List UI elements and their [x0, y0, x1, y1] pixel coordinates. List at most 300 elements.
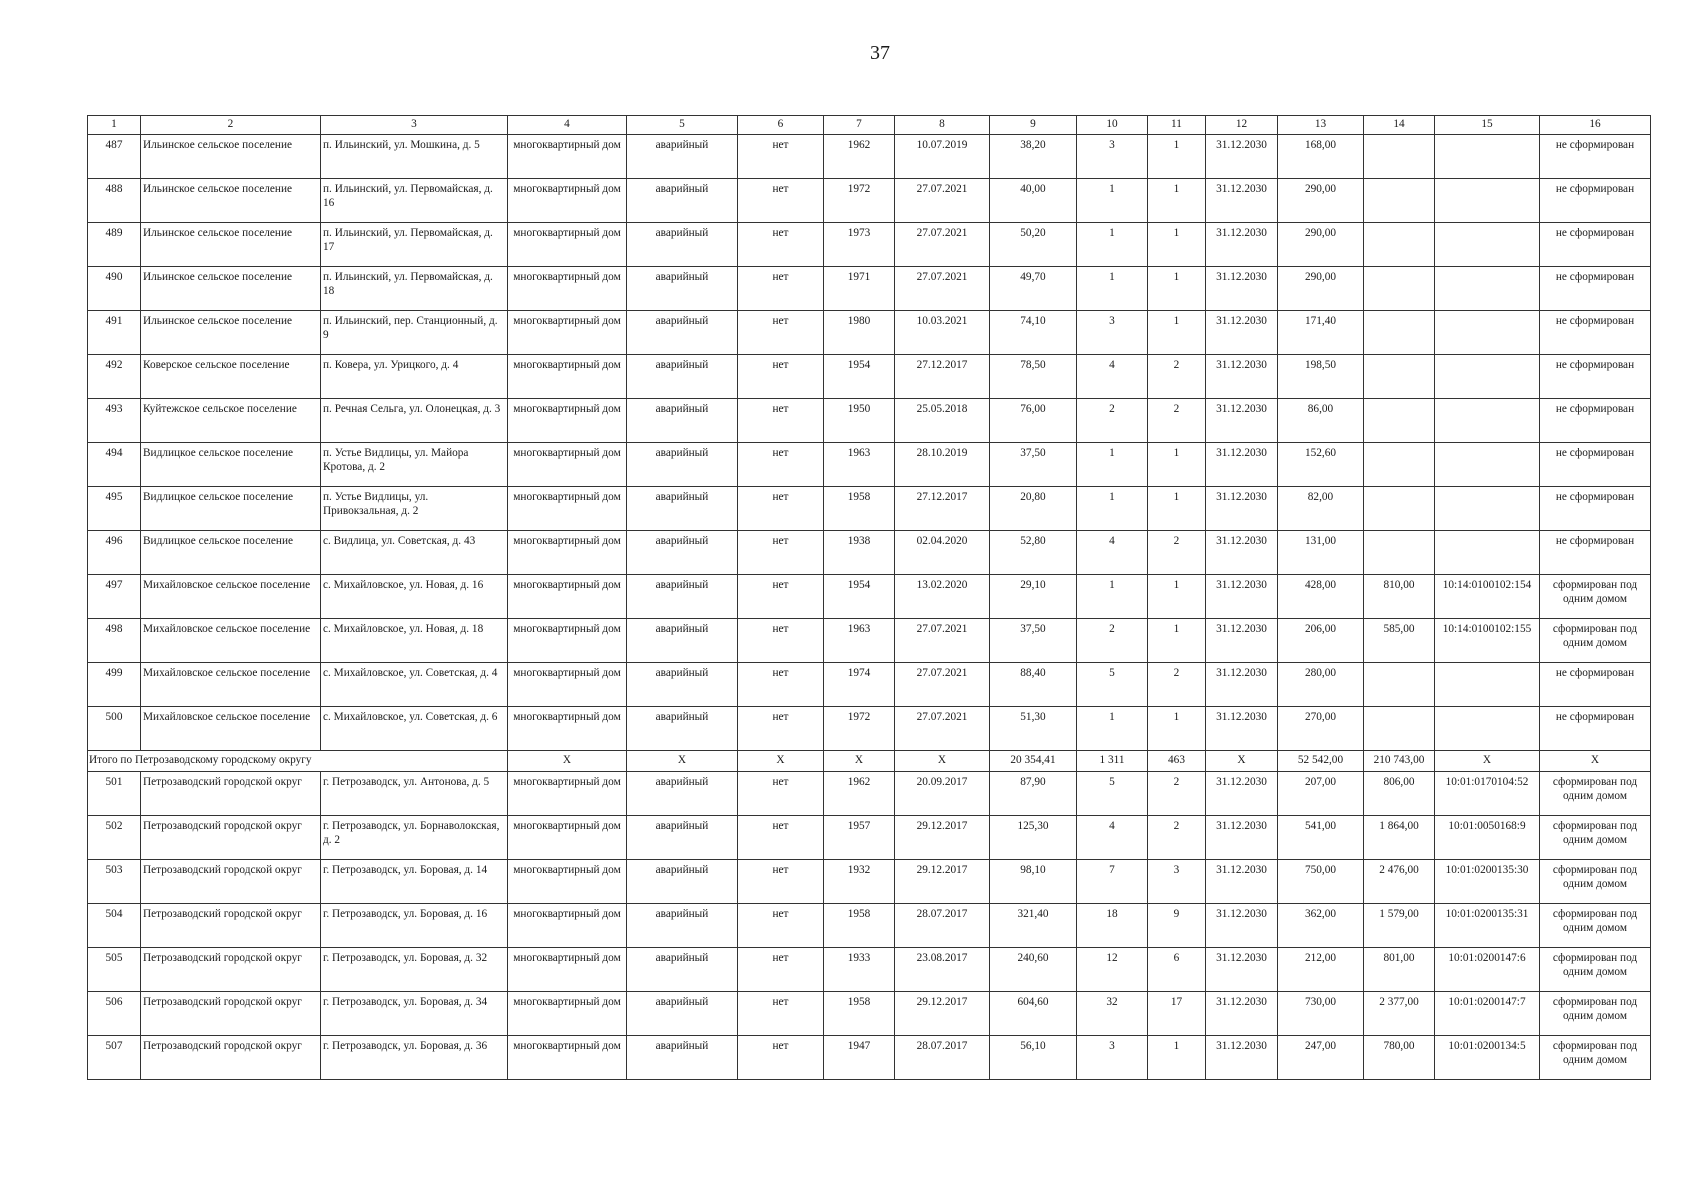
building-type-cell: многоквартирный дом: [508, 860, 627, 904]
units-cell: 1: [1148, 135, 1206, 179]
column-number-cell: 4: [508, 116, 627, 135]
settlement-cell: Ильинское сельское поселение: [141, 135, 321, 179]
cost-cell: 247,00: [1278, 1036, 1364, 1080]
cost-cell: 290,00: [1278, 179, 1364, 223]
cadastral-number-cell: 10:01:0200147:6: [1435, 948, 1540, 992]
settlement-cell: Коверское сельское поселение: [141, 355, 321, 399]
area-cell: 40,00: [990, 179, 1077, 223]
cadastral-number-cell: [1435, 179, 1540, 223]
land-area-cell: [1364, 399, 1435, 443]
row-number-cell: 488: [88, 179, 141, 223]
units-cell: 1: [1148, 707, 1206, 751]
table-row: [88, 948, 1651, 992]
condition-cell: аварийный: [627, 816, 738, 860]
units-cell: 1: [1148, 311, 1206, 355]
settlement-cell: Ильинское сельское поселение: [141, 179, 321, 223]
cadastral-number-cell: 10:14:0100102:155: [1435, 619, 1540, 663]
flag-cell: нет: [738, 860, 824, 904]
address-cell: г. Петрозаводск, ул. Боровая, д. 14: [321, 860, 508, 904]
area-cell: 51,30: [990, 707, 1077, 751]
units-cell: 2: [1148, 816, 1206, 860]
land-plot-status-cell: сформирован под одним домом: [1540, 772, 1651, 816]
flag-cell: нет: [738, 816, 824, 860]
address-cell: п. Устье Видлицы, ул. Майора Кротова, д. 2: [321, 443, 508, 487]
building-type-cell: многоквартирный дом: [508, 355, 627, 399]
flag-cell: нет: [738, 135, 824, 179]
recognition-date-cell: 10.07.2019: [895, 135, 990, 179]
building-type-cell: многоквартирный дом: [508, 904, 627, 948]
condition-cell: аварийный: [627, 355, 738, 399]
land-plot-status-cell: сформирован под одним домом: [1540, 816, 1651, 860]
year-built-cell: 1958: [824, 992, 895, 1036]
cost-cell: 131,00: [1278, 531, 1364, 575]
year-built-cell: 1958: [824, 904, 895, 948]
cost-cell: 171,40: [1278, 311, 1364, 355]
address-cell: п. Ильинский, пер. Станционный, д. 9: [321, 311, 508, 355]
cost-cell: 168,00: [1278, 135, 1364, 179]
recognition-date-cell: 27.12.2017: [895, 487, 990, 531]
year-built-cell: 1958: [824, 487, 895, 531]
address-cell: п. Ковера, ул. Урицкого, д. 4: [321, 355, 508, 399]
column-number-cell: 10: [1077, 116, 1148, 135]
year-built-cell: 1962: [824, 772, 895, 816]
deadline-cell: 31.12.2030: [1206, 223, 1278, 267]
address-cell: г. Петрозаводск, ул. Боровая, д. 32: [321, 948, 508, 992]
land-plot-status-cell: не сформирован: [1540, 399, 1651, 443]
recognition-date-cell: 27.07.2021: [895, 619, 990, 663]
residents-cell: 1: [1077, 223, 1148, 267]
year-built-cell: 1938: [824, 531, 895, 575]
deadline-cell: 31.12.2030: [1206, 443, 1278, 487]
table-row: [88, 707, 1651, 751]
total-label: Итого по Петрозаводскому городскому округу: [88, 751, 508, 772]
year-built-cell: 1954: [824, 575, 895, 619]
cadastral-number-cell: [1435, 663, 1540, 707]
cost-cell: 280,00: [1278, 663, 1364, 707]
table-row: [88, 1036, 1651, 1080]
building-type-cell: многоквартирный дом: [508, 443, 627, 487]
land-plot-status-cell: не сформирован: [1540, 179, 1651, 223]
units-cell: 2: [1148, 355, 1206, 399]
recognition-date-cell: 23.08.2017: [895, 948, 990, 992]
building-type-cell: многоквартирный дом: [508, 707, 627, 751]
units-cell: 9: [1148, 904, 1206, 948]
units-cell: 2: [1148, 399, 1206, 443]
building-type-cell: многоквартирный дом: [508, 135, 627, 179]
condition-cell: аварийный: [627, 707, 738, 751]
year-built-cell: 1972: [824, 707, 895, 751]
land-area-cell: 2 476,00: [1364, 860, 1435, 904]
building-type-cell: многоквартирный дом: [508, 619, 627, 663]
condition-cell: аварийный: [627, 904, 738, 948]
address-cell: с. Михайловское, ул. Новая, д. 16: [321, 575, 508, 619]
recognition-date-cell: 27.07.2021: [895, 707, 990, 751]
land-area-cell: [1364, 267, 1435, 311]
land-plot-status-cell: не сформирован: [1540, 135, 1651, 179]
condition-cell: аварийный: [627, 135, 738, 179]
residents-cell: 18: [1077, 904, 1148, 948]
row-number-cell: 489: [88, 223, 141, 267]
cadastral-number-cell: [1435, 707, 1540, 751]
recognition-date-cell: 29.12.2017: [895, 816, 990, 860]
area-cell: 38,20: [990, 135, 1077, 179]
flag-cell: нет: [738, 223, 824, 267]
flag-cell: нет: [738, 619, 824, 663]
address-cell: с. Михайловское, ул. Советская, д. 6: [321, 707, 508, 751]
table-row: [88, 575, 1651, 619]
land-area-cell: 780,00: [1364, 1036, 1435, 1080]
land-plot-status-cell: не сформирован: [1540, 487, 1651, 531]
deadline-cell: 31.12.2030: [1206, 179, 1278, 223]
residents-cell: 32: [1077, 992, 1148, 1036]
recognition-date-cell: 29.12.2017: [895, 860, 990, 904]
residents-cell: 3: [1077, 1036, 1148, 1080]
address-cell: п. Ильинский, ул. Мошкина, д. 5: [321, 135, 508, 179]
cadastral-number-cell: [1435, 443, 1540, 487]
row-number-cell: 505: [88, 948, 141, 992]
row-number-cell: 506: [88, 992, 141, 1036]
flag-cell: нет: [738, 707, 824, 751]
cadastral-number-cell: 10:01:0200135:30: [1435, 860, 1540, 904]
land-area-cell: 585,00: [1364, 619, 1435, 663]
cadastral-number-cell: 10:01:0200147:7: [1435, 992, 1540, 1036]
residents-cell: 5: [1077, 772, 1148, 816]
settlement-cell: Ильинское сельское поселение: [141, 267, 321, 311]
column-number-cell: 11: [1148, 116, 1206, 135]
land-plot-status-cell: не сформирован: [1540, 443, 1651, 487]
table-row: [88, 355, 1651, 399]
address-cell: г. Петрозаводск, ул. Боровая, д. 16: [321, 904, 508, 948]
building-type-cell: многоквартирный дом: [508, 948, 627, 992]
address-cell: п. Ильинский, ул. Первомайская, д. 16: [321, 179, 508, 223]
area-cell: 29,10: [990, 575, 1077, 619]
area-cell: 52,80: [990, 531, 1077, 575]
flag-cell: нет: [738, 311, 824, 355]
deadline-cell: 31.12.2030: [1206, 575, 1278, 619]
flag-cell: нет: [738, 904, 824, 948]
area-cell: 37,50: [990, 443, 1077, 487]
row-number-cell: 507: [88, 1036, 141, 1080]
units-cell: 1: [1148, 443, 1206, 487]
column-number-row: [88, 116, 1651, 135]
address-cell: г. Петрозаводск, ул. Антонова, д. 5: [321, 772, 508, 816]
column-number-cell: 5: [627, 116, 738, 135]
land-plot-status-cell: не сформирован: [1540, 531, 1651, 575]
settlement-cell: Куйтежское сельское поселение: [141, 399, 321, 443]
flag-cell: нет: [738, 575, 824, 619]
cost-cell: 152,60: [1278, 443, 1364, 487]
settlement-cell: Петрозаводский городской округ: [141, 904, 321, 948]
recognition-date-cell: 13.02.2020: [895, 575, 990, 619]
row-number-cell: 497: [88, 575, 141, 619]
condition-cell: аварийный: [627, 992, 738, 1036]
address-cell: с. Михайловское, ул. Советская, д. 4: [321, 663, 508, 707]
condition-cell: аварийный: [627, 487, 738, 531]
total-cost-cell: 52 542,00: [1278, 751, 1364, 772]
residents-cell: 1: [1077, 575, 1148, 619]
land-plot-status-cell: не сформирован: [1540, 663, 1651, 707]
column-number-cell: 14: [1364, 116, 1435, 135]
year-built-cell: 1954: [824, 355, 895, 399]
condition-cell: аварийный: [627, 443, 738, 487]
recognition-date-cell: 20.09.2017: [895, 772, 990, 816]
cost-cell: 207,00: [1278, 772, 1364, 816]
row-number-cell: 493: [88, 399, 141, 443]
settlement-cell: Петрозаводский городской округ: [141, 1036, 321, 1080]
settlement-cell: Петрозаводский городской округ: [141, 992, 321, 1036]
deadline-cell: 31.12.2030: [1206, 619, 1278, 663]
flag-cell: нет: [738, 399, 824, 443]
area-cell: 240,60: [990, 948, 1077, 992]
table-row: [88, 619, 1651, 663]
land-area-cell: 2 377,00: [1364, 992, 1435, 1036]
recognition-date-cell: 27.07.2021: [895, 223, 990, 267]
units-cell: 3: [1148, 860, 1206, 904]
building-type-cell: многоквартирный дом: [508, 179, 627, 223]
total-date-cell: X: [895, 751, 990, 772]
flag-cell: нет: [738, 663, 824, 707]
deadline-cell: 31.12.2030: [1206, 311, 1278, 355]
settlement-cell: Видлицкое сельское поселение: [141, 443, 321, 487]
address-cell: п. Речная Сельга, ул. Олонецкая, д. 3: [321, 399, 508, 443]
total-year-cell: X: [824, 751, 895, 772]
units-cell: 2: [1148, 772, 1206, 816]
table-row: [88, 816, 1651, 860]
flag-cell: нет: [738, 355, 824, 399]
total-deadline-cell: X: [1206, 751, 1278, 772]
table-row: [88, 904, 1651, 948]
year-built-cell: 1950: [824, 399, 895, 443]
flag-cell: нет: [738, 487, 824, 531]
total-cadastral-cell: X: [1435, 751, 1540, 772]
cadastral-number-cell: [1435, 531, 1540, 575]
recognition-date-cell: 02.04.2020: [895, 531, 990, 575]
settlement-cell: Петрозаводский городской округ: [141, 816, 321, 860]
cost-cell: 198,50: [1278, 355, 1364, 399]
cost-cell: 82,00: [1278, 487, 1364, 531]
table-row: [88, 399, 1651, 443]
row-number-cell: 494: [88, 443, 141, 487]
deadline-cell: 31.12.2030: [1206, 904, 1278, 948]
land-area-cell: [1364, 179, 1435, 223]
row-number-cell: 492: [88, 355, 141, 399]
land-area-cell: 810,00: [1364, 575, 1435, 619]
area-cell: 88,40: [990, 663, 1077, 707]
cost-cell: 541,00: [1278, 816, 1364, 860]
recognition-date-cell: 27.12.2017: [895, 355, 990, 399]
land-area-cell: [1364, 135, 1435, 179]
residents-cell: 3: [1077, 311, 1148, 355]
recognition-date-cell: 28.10.2019: [895, 443, 990, 487]
area-cell: 78,50: [990, 355, 1077, 399]
condition-cell: аварийный: [627, 531, 738, 575]
total-land-area-cell: 210 743,00: [1364, 751, 1435, 772]
condition-cell: аварийный: [627, 399, 738, 443]
land-plot-status-cell: не сформирован: [1540, 707, 1651, 751]
area-cell: 604,60: [990, 992, 1077, 1036]
cadastral-number-cell: 10:01:0170104:52: [1435, 772, 1540, 816]
units-cell: 1: [1148, 619, 1206, 663]
row-number-cell: 487: [88, 135, 141, 179]
column-number-cell: 13: [1278, 116, 1364, 135]
building-type-cell: многоквартирный дом: [508, 816, 627, 860]
land-area-cell: [1364, 531, 1435, 575]
cost-cell: 86,00: [1278, 399, 1364, 443]
building-type-cell: многоквартирный дом: [508, 992, 627, 1036]
row-number-cell: 495: [88, 487, 141, 531]
condition-cell: аварийный: [627, 663, 738, 707]
table-row: [88, 179, 1651, 223]
table-row: [88, 443, 1651, 487]
cadastral-number-cell: [1435, 135, 1540, 179]
land-plot-status-cell: сформирован под одним домом: [1540, 575, 1651, 619]
land-area-cell: 1 579,00: [1364, 904, 1435, 948]
address-cell: г. Петрозаводск, ул. Борнаволокская, д. 2: [321, 816, 508, 860]
land-area-cell: 806,00: [1364, 772, 1435, 816]
cost-cell: 730,00: [1278, 992, 1364, 1036]
building-type-cell: многоквартирный дом: [508, 267, 627, 311]
building-type-cell: многоквартирный дом: [508, 575, 627, 619]
table-row: [88, 663, 1651, 707]
column-number-cell: 6: [738, 116, 824, 135]
settlement-cell: Петрозаводский городской округ: [141, 948, 321, 992]
year-built-cell: 1963: [824, 619, 895, 663]
residents-cell: 1: [1077, 267, 1148, 311]
settlement-cell: Петрозаводский городской округ: [141, 860, 321, 904]
area-cell: 50,20: [990, 223, 1077, 267]
residents-cell: 7: [1077, 860, 1148, 904]
column-number-cell: 3: [321, 116, 508, 135]
condition-cell: аварийный: [627, 948, 738, 992]
cadastral-number-cell: [1435, 399, 1540, 443]
total-row: [88, 751, 1651, 772]
residents-cell: 1: [1077, 487, 1148, 531]
residents-cell: 2: [1077, 399, 1148, 443]
year-built-cell: 1971: [824, 267, 895, 311]
settlement-cell: Видлицкое сельское поселение: [141, 487, 321, 531]
year-built-cell: 1980: [824, 311, 895, 355]
residents-cell: 1: [1077, 179, 1148, 223]
cost-cell: 290,00: [1278, 267, 1364, 311]
cost-cell: 206,00: [1278, 619, 1364, 663]
flag-cell: нет: [738, 1036, 824, 1080]
condition-cell: аварийный: [627, 619, 738, 663]
column-number-cell: 12: [1206, 116, 1278, 135]
residents-cell: 4: [1077, 355, 1148, 399]
building-type-cell: многоквартирный дом: [508, 663, 627, 707]
deadline-cell: 31.12.2030: [1206, 860, 1278, 904]
building-type-cell: многоквартирный дом: [508, 487, 627, 531]
recognition-date-cell: 27.07.2021: [895, 179, 990, 223]
land-area-cell: [1364, 311, 1435, 355]
cadastral-number-cell: 10:01:0200135:31: [1435, 904, 1540, 948]
settlement-cell: Михайловское сельское поселение: [141, 707, 321, 751]
row-number-cell: 502: [88, 816, 141, 860]
cost-cell: 750,00: [1278, 860, 1364, 904]
area-cell: 56,10: [990, 1036, 1077, 1080]
total-residents-cell: 1 311: [1077, 751, 1148, 772]
cadastral-number-cell: [1435, 223, 1540, 267]
column-number-cell: 16: [1540, 116, 1651, 135]
condition-cell: аварийный: [627, 267, 738, 311]
row-number-cell: 490: [88, 267, 141, 311]
building-type-cell: многоквартирный дом: [508, 399, 627, 443]
total-status-cell: X: [627, 751, 738, 772]
deadline-cell: 31.12.2030: [1206, 355, 1278, 399]
deadline-cell: 31.12.2030: [1206, 135, 1278, 179]
page-number: 37: [870, 42, 890, 64]
deadline-cell: 31.12.2030: [1206, 948, 1278, 992]
row-number-cell: 501: [88, 772, 141, 816]
land-area-cell: 801,00: [1364, 948, 1435, 992]
cadastral-number-cell: 10:14:0100102:154: [1435, 575, 1540, 619]
land-plot-status-cell: сформирован под одним домом: [1540, 860, 1651, 904]
deadline-cell: 31.12.2030: [1206, 399, 1278, 443]
units-cell: 1: [1148, 223, 1206, 267]
total-plot-cell: X: [1540, 751, 1651, 772]
year-built-cell: 1963: [824, 443, 895, 487]
settlement-cell: Михайловское сельское поселение: [141, 619, 321, 663]
building-type-cell: многоквартирный дом: [508, 772, 627, 816]
deadline-cell: 31.12.2030: [1206, 992, 1278, 1036]
settlement-cell: Михайловское сельское поселение: [141, 575, 321, 619]
year-built-cell: 1974: [824, 663, 895, 707]
residents-cell: 1: [1077, 707, 1148, 751]
deadline-cell: 31.12.2030: [1206, 1036, 1278, 1080]
year-built-cell: 1947: [824, 1036, 895, 1080]
table-row: [88, 531, 1651, 575]
table-row: [88, 860, 1651, 904]
units-cell: 2: [1148, 531, 1206, 575]
flag-cell: нет: [738, 948, 824, 992]
units-cell: 6: [1148, 948, 1206, 992]
column-number-cell: 15: [1435, 116, 1540, 135]
cost-cell: 290,00: [1278, 223, 1364, 267]
condition-cell: аварийный: [627, 223, 738, 267]
condition-cell: аварийный: [627, 311, 738, 355]
total-flag-cell: X: [738, 751, 824, 772]
recognition-date-cell: 10.03.2021: [895, 311, 990, 355]
recognition-date-cell: 28.07.2017: [895, 904, 990, 948]
residents-cell: 5: [1077, 663, 1148, 707]
building-type-cell: многоквартирный дом: [508, 223, 627, 267]
flag-cell: нет: [738, 531, 824, 575]
land-plot-status-cell: сформирован под одним домом: [1540, 1036, 1651, 1080]
residents-cell: 12: [1077, 948, 1148, 992]
column-number-cell: 7: [824, 116, 895, 135]
settlement-cell: Ильинское сельское поселение: [141, 223, 321, 267]
address-cell: п. Ильинский, ул. Первомайская, д. 17: [321, 223, 508, 267]
units-cell: 1: [1148, 487, 1206, 531]
residents-cell: 2: [1077, 619, 1148, 663]
row-number-cell: 504: [88, 904, 141, 948]
land-plot-status-cell: не сформирован: [1540, 223, 1651, 267]
settlement-cell: Видлицкое сельское поселение: [141, 531, 321, 575]
table-row: [88, 992, 1651, 1036]
column-number-cell: 2: [141, 116, 321, 135]
table-row: [88, 311, 1651, 355]
cadastral-number-cell: [1435, 487, 1540, 531]
total-type-cell: X: [508, 751, 627, 772]
cadastral-number-cell: [1435, 267, 1540, 311]
table-row: [88, 223, 1651, 267]
row-number-cell: 498: [88, 619, 141, 663]
address-cell: г. Петрозаводск, ул. Боровая, д. 34: [321, 992, 508, 1036]
row-number-cell: 503: [88, 860, 141, 904]
address-cell: с. Михайловское, ул. Новая, д. 18: [321, 619, 508, 663]
land-area-cell: [1364, 443, 1435, 487]
area-cell: 98,10: [990, 860, 1077, 904]
